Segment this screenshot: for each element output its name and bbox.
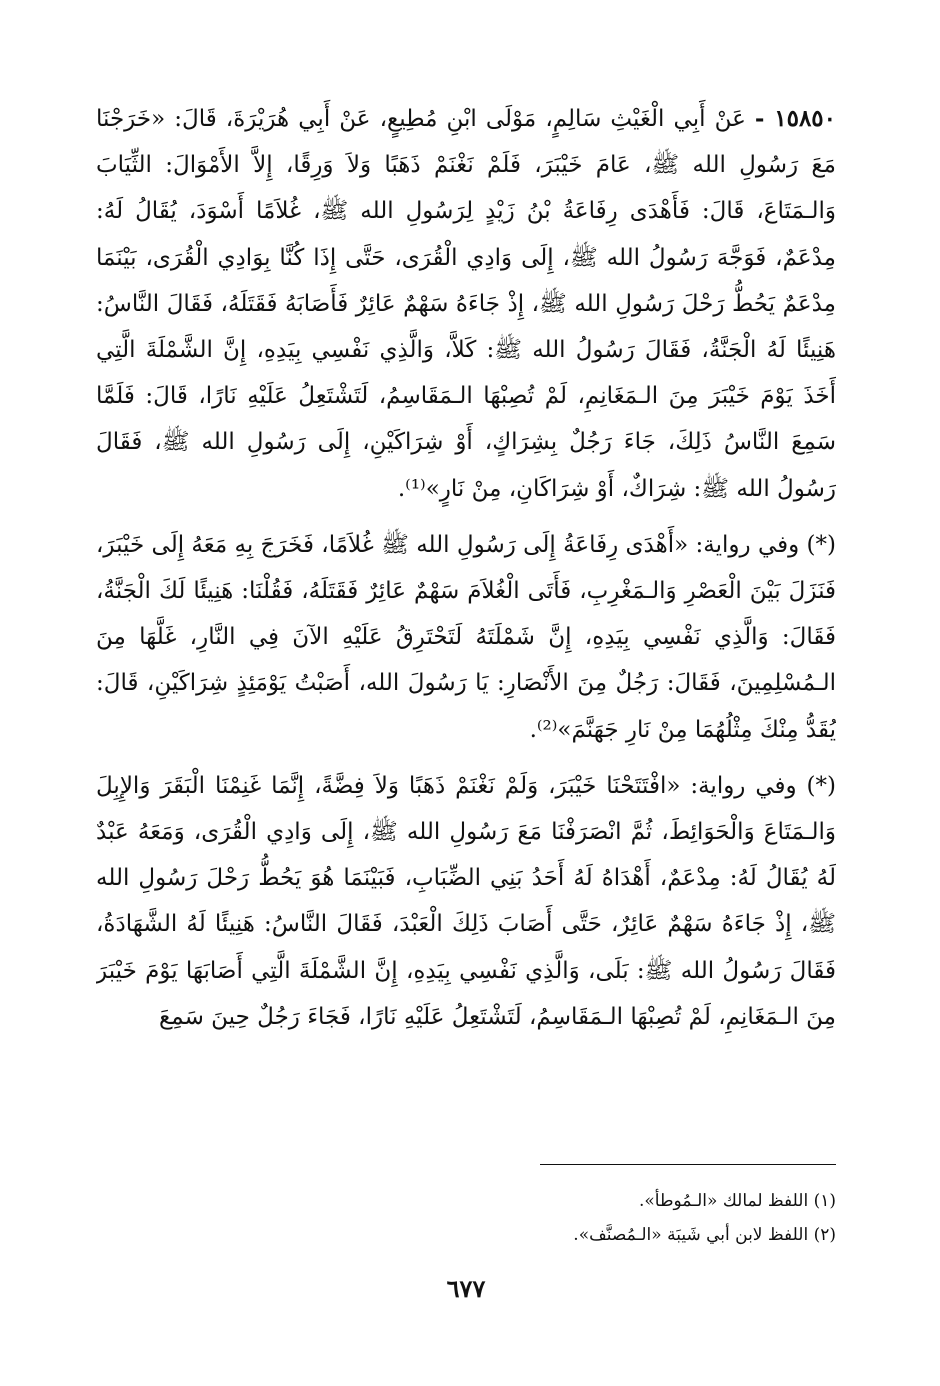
hadith-number: ١٥٨٥٠ -	[754, 105, 836, 132]
hadith-text: عَنْ أَبِي الْغَيْثِ سَالِمٍ، مَوْلَى ابْنِ مُطِيعٍ، عَنْ أَبِي هُرَيْرَةَ، قَالَ: «خَرَجْنَا مَعَ رَسُولِ الله ﷺ، عَامَ خَيْبَرَ، فَلَمْ نَغْنَمْ ذَهَبًا وَلاَ وَرِقًا، إِلاَّ الأَمْوَالَ: الثِّيَابَ وَالـمَتَاعَ، قَالَ: فَأَهْدَى رِفَاعَةُ بْنُ زَيْدٍ لِرَسُولِ الله ﷺ، غُلاَمًا أَسْوَدَ، يُقَالُ لَهُ: مِدْعَمٌ، فَوَجَّهَ رَسُولُ الله ﷺ، إِلَى وَادِي الْقُرَى، حَتَّى إِذَا كُنَّا بِوَادِي الْقُرَى، بَيْنَمَا مِدْعَمٌ يَحُطُّ رَحْلَ رَسُولِ الله ﷺ، إِذْ جَاءَهُ سَهْمٌ عَائِرٌ فَأَصَابَهُ فَقَتَلَهُ، فَقَالَ النَّاسُ: هَنِيئًا لَهُ الْجَنَّةُ، فَقَالَ رَسُولُ الله ﷺ: كَلاَّ، وَالَّذِي نَفْسِي بِيَدِهِ، إِنَّ الشَّمْلَةَ الَّتِي أَخَذَ يَوْمَ خَيْبَرَ مِنَ الـمَغَانِمِ، لَمْ تُصِبْهَا الـمَقَاسِمُ، لَتَشْتَعِلُ عَلَيْهِ نَارًا، قَالَ: فَلَمَّا سَمِعَ النَّاسُ ذَلِكَ، جَاءَ رَجُلٌ بِشِرَاكٍ، أَوْ شِرَاكَيْنِ، إِلَى رَسُولِ الله ﷺ، فَقَالَ رَسُولُ الله ﷺ: شِرَاكٌ، أَوْ شِرَاكَانِ، مِنْ نَارٍ»⁽¹⁾.	[96, 106, 836, 502]
document-page	[96, 96, 836, 1336]
footnote: (١) اللفظ لمالك «الـمُوطأ».	[639, 1191, 836, 1211]
main-text	[96, 96, 836, 1166]
hadith-paragraph	[96, 96, 836, 512]
narration-paragraph	[96, 522, 836, 753]
page-number: ٦٧٧	[446, 1274, 486, 1303]
footnote-divider	[540, 1164, 836, 1165]
footnote: (٢) اللفظ لابن أبي شَيبَة «الـمُصنَّف».	[573, 1225, 836, 1245]
narration-paragraph	[96, 763, 836, 1040]
footnotes	[96, 1184, 836, 1252]
narration-text: (*) وفي رواية: «أَهْدَى رِفَاعَةُ إِلَى رَسُولِ الله ﷺ غُلاَمًا، فَخَرَجَ بِهِ مَعَهُ إِلَى خَيْبَرَ، فَنَزَلَ بَيْنَ الْعَصْرِ وَالـمَغْرِبِ، فَأَتَى الْغُلاَمَ سَهْمٌ عَائِرٌ فَقَتَلَهُ، فَقُلْنَا: هَنِيئًا لَكَ الْجَنَّةُ، فَقَالَ: وَالَّذِي نَفْسِي بِيَدِهِ، إِنَّ شَمْلَتَهُ لَتَحْتَرِقُ عَلَيْهِ الآنَ فِي النَّارِ، غَلَّهَا مِنَ الـمُسْلِمِينَ، فَقَالَ: رَجُلٌ مِنَ الأَنْصَارِ: يَا رَسُولَ الله، أَصَبْتُ يَوْمَئِذٍ شِرَاكَيْنِ، قَالَ: يُقَدُّ مِنْكَ مِثْلُهُمَا مِنْ نَارِ جَهَنَّمَ»⁽²⁾.	[96, 531, 836, 743]
narration-text: (*) وفي رواية: «افْتَتَحْنَا خَيْبَرَ، وَلَمْ نَغْنَمْ ذَهَبًا وَلاَ فِضَّةً، إِنَّمَا غَنِمْنَا الْبَقَرَ وَالإِبِلَ وَالـمَتَاعَ وَالْحَوَائِطَ، ثُمَّ انْصَرَفْنَا مَعَ رَسُولِ الله ﷺ، إِلَى وَادِي الْقُرَى، وَمَعَهُ عَبْدٌ لَهُ يُقَالُ لَهُ: مِدْعَمٌ، أَهْدَاهُ لَهُ أَحَدُ بَنِي الضِّبَابِ، فَبَيْنَمَا هُوَ يَحُطُّ رَحْلَ رَسُولِ الله ﷺ، إِذْ جَاءَهُ سَهْمٌ عَائِرٌ، حَتَّى أَصَابَ ذَلِكَ الْعَبْدَ، فَقَالَ النَّاسُ: هَنِيئًا لَهُ الشَّهَادَةُ، فَقَالَ رَسُولُ الله ﷺ: بَلَى، وَالَّذِي نَفْسِي بِيَدِهِ، إِنَّ الشَّمْلَةَ الَّتِي أَصَابَهَا يَوْمَ خَيْبَرَ مِنَ الـمَغَانِمِ، لَمْ تُصِبْهَا الـمَقَاسِمُ، لَتَشْتَعِلُ عَلَيْهِ نَارًا، فَجَاءَ رَجُلٌ حِينَ سَمِعَ	[96, 772, 836, 1030]
